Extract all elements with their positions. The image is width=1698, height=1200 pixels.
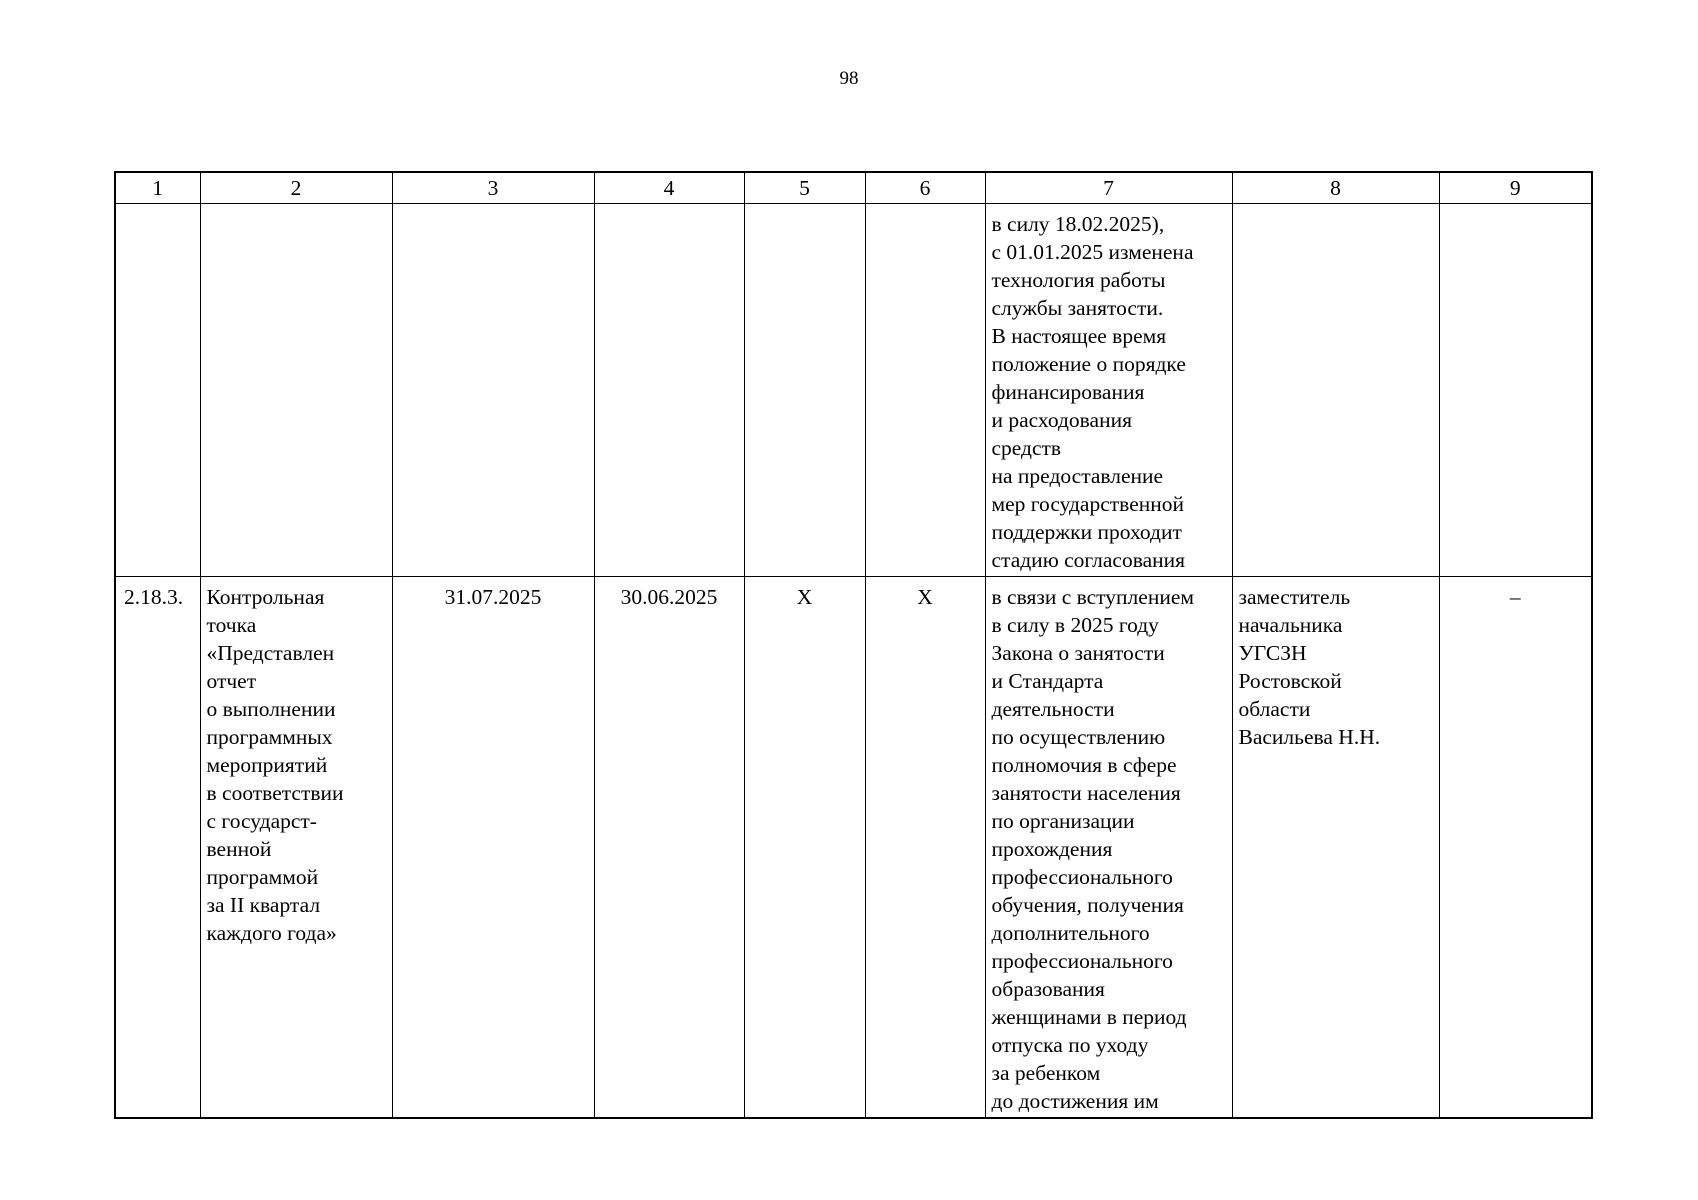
text-line: программой [206,865,319,889]
text-line: службы занятости. [991,296,1164,320]
text-line: Закона о занятости [991,641,1165,665]
text-line: профессионального [991,949,1173,973]
text-line: по осуществлению [991,725,1166,749]
text-line: и Стандарта [991,669,1104,693]
text-line: «Представлен [206,641,335,665]
text-line: женщинами в период [991,1005,1187,1029]
text-line: в соответствии [206,781,344,805]
cell-actual-date [594,204,744,577]
text-line: Контрольная [206,585,325,609]
text-line: В настоящее время [991,324,1167,348]
text-line: занятости населения [991,781,1181,805]
cell-name [200,204,392,577]
header-cell-4: 4 [594,172,744,204]
text-line: точка [206,613,257,637]
cell-number [115,204,200,577]
text-line: в силу в 2025 году [991,613,1159,637]
text-line: в связи с вступлением [991,585,1194,609]
text-line: УГСЗН [1238,641,1307,665]
text-line: в силу 18.02.2025), [991,212,1165,236]
report-table [114,171,1593,1119]
text-line: мер государственной [991,492,1185,516]
text-line: Васильева Н.Н. [1238,725,1381,749]
cell-col5 [744,204,865,577]
text-line: финансирования [991,380,1145,404]
table-header-row [115,172,1592,204]
text-line: прохождения [991,837,1113,861]
cell-col6 [865,204,985,577]
cell-col6: X [865,577,985,1119]
text-line: полномочия в сфере [991,753,1177,777]
text-line: заместитель [1238,585,1351,609]
text-line: мероприятий [206,753,328,777]
text-line: области [1238,697,1311,721]
cell-name [200,577,392,1119]
table-row-continuation [115,204,1592,577]
header-cell-2: 2 [200,172,392,204]
text-line: отчет [206,669,257,693]
header-cell-6: 6 [865,172,985,204]
text-line: технология работы [991,268,1166,292]
cell-planned-date [392,204,594,577]
cell-responsible [1232,577,1439,1119]
cell-status-note [985,577,1232,1119]
cell-col9 [1439,204,1592,577]
text-line: стадию согласования [991,548,1186,572]
text-line: по организации [991,809,1135,833]
text-line: венной [206,837,272,861]
header-cell-9: 9 [1439,172,1592,204]
text-line: поддержки проходит [991,520,1182,544]
header-cell-1: 1 [115,172,200,204]
text-line: отпуска по уходу [991,1033,1149,1057]
cell-status-note [985,204,1232,577]
header-cell-5: 5 [744,172,865,204]
text-line: о выполнении [206,697,336,721]
text-line: деятельности [991,697,1115,721]
table-row-2-18-3 [115,577,1592,1119]
header-cell-3: 3 [392,172,594,204]
cell-number: 2.18.3. [115,577,200,1119]
text-line: каждого года» [206,921,337,945]
header-cell-7: 7 [985,172,1232,204]
text-line: положение о порядке [991,352,1186,376]
text-line: профессионального [991,865,1173,889]
cell-col9: – [1439,577,1592,1119]
cell-actual-date: 30.06.2025 [594,577,744,1119]
text-line: программных [206,725,333,749]
text-line: начальника [1238,613,1343,637]
text-line: с государст- [206,809,317,833]
text-line: и расходования [991,408,1132,432]
header-cell-8: 8 [1232,172,1439,204]
cell-responsible [1232,204,1439,577]
page-number: 98 [839,68,859,89]
cell-col5: X [744,577,865,1119]
text-line: за ребенком [991,1061,1101,1085]
text-line: образования [991,977,1105,1001]
text-line: дополнительного [991,921,1150,945]
text-line: обучения, получения [991,893,1184,917]
cell-planned-date: 31.07.2025 [392,577,594,1119]
text-line: средств [991,436,1062,460]
text-line: с 01.01.2025 изменена [991,240,1194,264]
text-line: до достижения им [991,1089,1159,1113]
text-line: за II квартал [206,893,321,917]
text-line: на предоставление [991,464,1164,488]
text-line: Ростовской [1238,669,1342,693]
